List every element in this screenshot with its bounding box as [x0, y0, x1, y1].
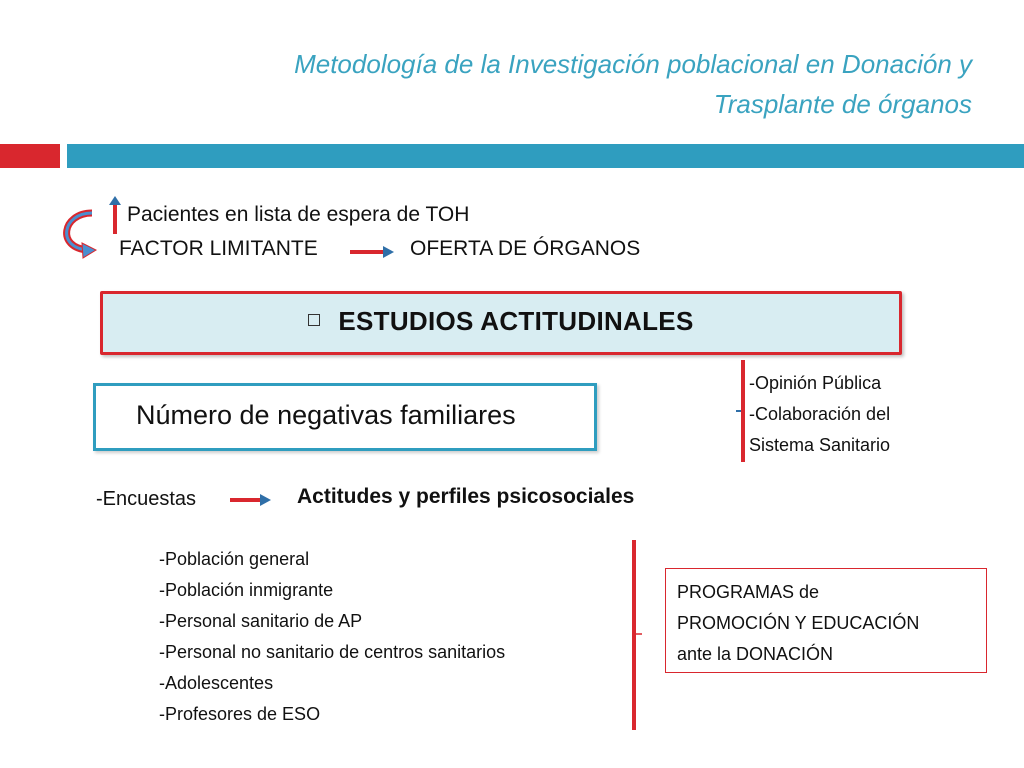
factor-limitante-text: FACTOR LIMITANTE: [119, 237, 318, 260]
bracket-populations: [634, 540, 642, 730]
influence-item: Sistema Sanitario: [749, 435, 891, 455]
influences-list: [749, 368, 890, 461]
population-item: -Personal no sanitario de centros sanitarios: [159, 642, 506, 662]
population-item: -Adolescentes: [159, 673, 274, 693]
programas-line: PROMOCIÓN Y EDUCACIÓN: [677, 613, 920, 633]
right-arrow-icon-2: [230, 494, 271, 506]
pacientes-text: Pacientes en lista de espera de TOH: [127, 203, 470, 226]
negativas-label: Número de negativas familiares: [136, 400, 516, 430]
curved-arrow-icon: [67, 213, 96, 258]
population-item: -Población general: [159, 549, 310, 569]
programas-line: PROGRAMAS de: [677, 582, 820, 602]
influence-item: -Opinión Pública: [749, 373, 882, 393]
title-line-1: Metodología de la Investigación poblacional en Donación y: [294, 49, 972, 79]
population-item: -Personal sanitario de AP: [159, 611, 363, 631]
negativas-familiares-box: [93, 383, 597, 451]
estudios-label: ESTUDIOS ACTITUDINALES: [338, 306, 694, 336]
population-item: -Profesores de ESO: [159, 704, 321, 724]
oferta-organos-text: OFERTA DE ÓRGANOS: [410, 237, 641, 260]
actitudes-text: Actitudes y perfiles psicosociales: [297, 485, 635, 508]
bracket-influences: [736, 360, 743, 462]
title-line-2: Trasplante de órganos: [713, 89, 972, 119]
influence-item: -Colaboración del: [749, 404, 891, 424]
populations-list: [159, 544, 505, 730]
right-arrow-icon: [350, 246, 394, 258]
up-arrow-icon: [109, 196, 121, 234]
square-bullet-icon: [308, 314, 320, 326]
encuestas-text: -Encuestas: [96, 488, 197, 510]
population-item: -Población inmigrante: [159, 580, 334, 600]
programas-box: [665, 568, 987, 673]
programas-line: ante la DONACIÓN: [677, 644, 834, 664]
estudios-actitudinales-box: [100, 291, 902, 355]
